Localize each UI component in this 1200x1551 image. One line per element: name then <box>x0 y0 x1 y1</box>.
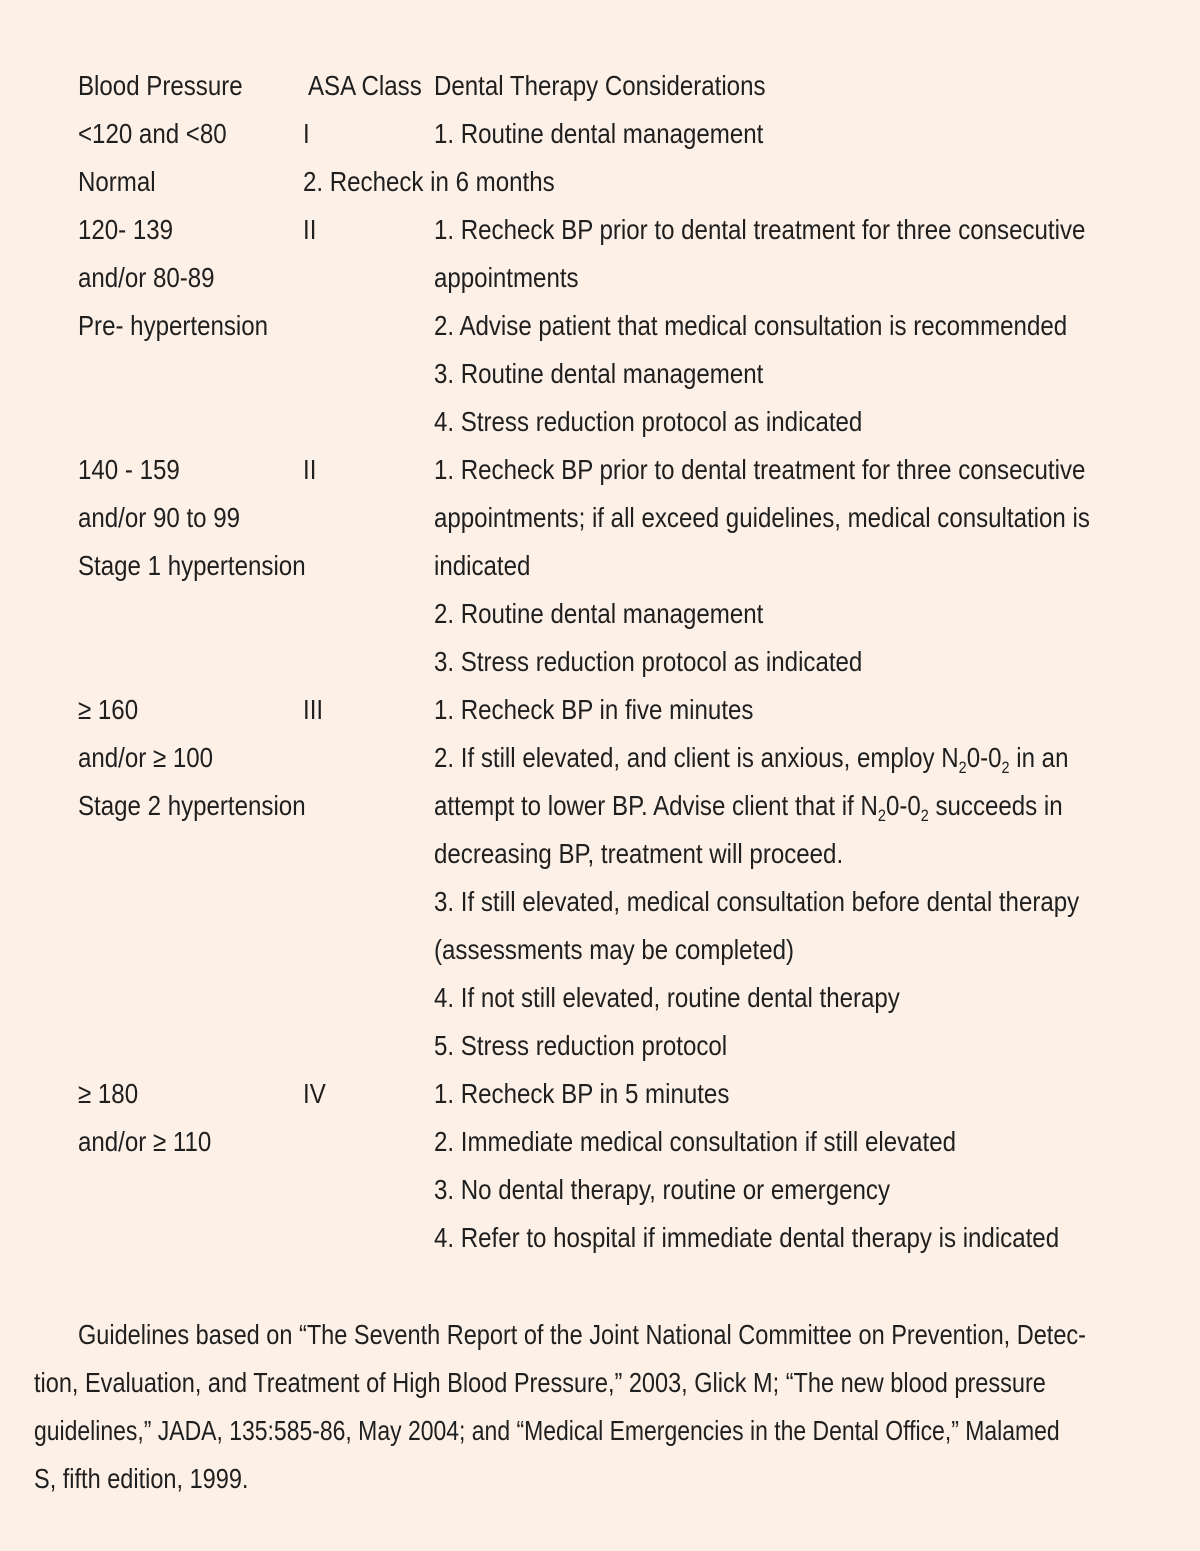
consideration-cell: indicated <box>434 550 531 581</box>
footnote-line: Guidelines based on “The Seventh Report of the Joint National Committee on Prevention, Detec- <box>78 1319 1086 1350</box>
consideration-cell: 3. Routine dental management <box>434 358 764 389</box>
bp-range-cell: <120 and <80 <box>78 118 227 149</box>
consideration-cell: 4. Refer to hospital if immediate dental therapy is indicated <box>434 1222 1060 1253</box>
header-blood-pressure: Blood Pressure <box>78 70 243 101</box>
consideration-cell: 4. If not still elevated, routine dental therapy <box>434 982 900 1013</box>
bp-range-cell: and/or ≥ 100 <box>78 742 214 773</box>
consideration-cell <box>434 734 1068 782</box>
bp-range-cell: ≥ 180 <box>78 1078 139 1109</box>
bp-range-cell: ≥ 160 <box>78 694 139 725</box>
consideration-cell: 1. Recheck BP prior to dental treatment for three consecutive <box>434 454 1086 485</box>
bp-range-cell: 120- 139 <box>78 214 174 245</box>
bp-range-cell: 140 - 159 <box>78 454 180 485</box>
consideration-cell: 5. Stress reduction protocol <box>434 1030 728 1061</box>
consideration-cell: 3. If still elevated, medical consultation before dental therapy <box>434 886 1080 917</box>
bp-range-cell: Normal <box>78 166 156 197</box>
consideration-cell: 3. Stress reduction protocol as indicated <box>434 646 863 677</box>
consideration-cell <box>434 782 1063 830</box>
subscript: 2 <box>920 805 929 825</box>
consideration-cell: 1. Recheck BP in 5 minutes <box>434 1078 730 1109</box>
asa-class-cell: IV <box>303 1078 326 1109</box>
consideration-text: attempt to lower BP. Advise client that if N <box>434 790 878 821</box>
consideration-cell: 1. Routine dental management <box>434 118 764 149</box>
asa-class-cell: I <box>303 118 310 149</box>
consideration-cell: 2. Advise patient that medical consultation is recommended <box>434 310 1068 341</box>
subscript: 2 <box>1001 757 1010 777</box>
bp-range-cell: Pre- hypertension <box>78 310 269 341</box>
consideration-text: in an <box>1009 742 1069 773</box>
consideration-cell: decreasing BP, treatment will proceed. <box>434 838 844 869</box>
asa-class-cell: II <box>303 214 317 245</box>
bp-range-cell: Stage 2 hypertension <box>78 790 306 821</box>
consideration-text: succeeds in <box>928 790 1063 821</box>
consideration-cell: 4. Stress reduction protocol as indicated <box>434 406 863 437</box>
subscript: 2 <box>877 805 886 825</box>
header-considerations: Dental Therapy Considerations <box>434 70 766 101</box>
consideration-cell: 2. Recheck in 6 months <box>303 166 555 197</box>
consideration-cell: 1. Recheck BP in five minutes <box>434 694 754 725</box>
asa-class-cell: II <box>303 454 317 485</box>
footnote-line: tion, Evaluation, and Treatment of High Blood Pressure,” 2003, Glick M; “The new blood pressure <box>34 1367 1046 1398</box>
footnote-line: S, fifth edition, 1999. <box>34 1463 249 1494</box>
consideration-cell: 1. Recheck BP prior to dental treatment for three consecutive <box>434 214 1086 245</box>
consideration-cell: 2. Immediate medical consultation if still elevated <box>434 1126 956 1157</box>
bp-range-cell: and/or 80-89 <box>78 262 215 293</box>
consideration-cell: 2. Routine dental management <box>434 598 764 629</box>
footnote-line: guidelines,” JADA, 135:585-86, May 2004; and “Medical Emergencies in the Dental Office,” Malamed <box>34 1415 1060 1446</box>
header-asa-class: ASA Class <box>308 70 422 101</box>
consideration-cell: 3. No dental therapy, routine or emergency <box>434 1174 891 1205</box>
consideration-text: 0-0 <box>885 790 921 821</box>
consideration-text: 0-0 <box>966 742 1002 773</box>
asa-class-cell: III <box>303 694 324 725</box>
subscript: 2 <box>958 757 967 777</box>
consideration-cell: appointments; if all exceed guidelines, medical consultation is <box>434 502 1090 533</box>
consideration-text: 2. If still elevated, and client is anxious, employ N <box>434 742 959 773</box>
consideration-cell: (assessments may be completed) <box>434 934 795 965</box>
bp-range-cell: and/or ≥ 110 <box>78 1126 212 1157</box>
bp-range-cell: Stage 1 hypertension <box>78 550 306 581</box>
consideration-cell: appointments <box>434 262 579 293</box>
bp-range-cell: and/or 90 to 99 <box>78 502 241 533</box>
